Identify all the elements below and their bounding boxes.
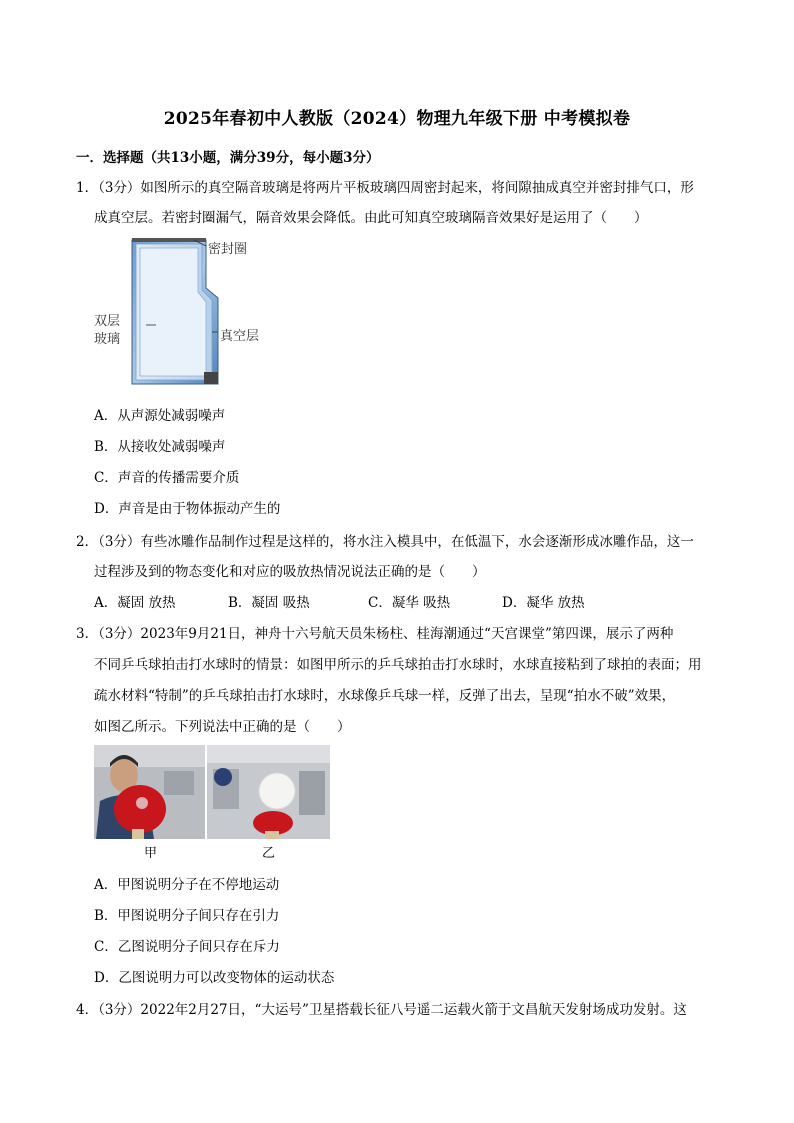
question-1-line-2: 成真空层。若密封圈漏气，隔音效果会降低。由此可知真空玻璃隔音效果好是运用了（ ） xyxy=(94,210,648,226)
question-1-option-c: C．声音的传播需要介质 xyxy=(94,470,240,486)
caption-yi: 乙 xyxy=(262,846,276,861)
question-3-option-c: C．乙图说明分子间只存在斥力 xyxy=(94,939,280,955)
label-double-glass-1: 双层 xyxy=(94,314,121,329)
question-3-line-4: 如图乙所示。下列说法中正确的是（ ） xyxy=(94,719,351,735)
question-2-option-a: A．凝固 放热 xyxy=(94,595,176,611)
question-3-option-b: B．甲图说明分子间只存在引力 xyxy=(94,908,280,924)
question-3-line-1: 3．（3分）2023年9月21日，神舟十六号航天员朱杨柱、桂海潮通过“天宫课堂”第四课，展示了两种 xyxy=(76,626,674,642)
question-3-line-2: 不同乒乓球拍击打水球时的情景：如图甲所示的乒乓球拍击打水球时，水球直接粘到了球拍的表面；用 xyxy=(94,657,702,673)
photo-yi xyxy=(207,745,330,839)
caption-jia: 甲 xyxy=(144,846,158,861)
question-2-option-d: D．凝华 放热 xyxy=(502,595,585,611)
question-2-line-1: 2．（3分）有些冰雕作品制作过程是这样的，将水注入模具中，在低温下，水会逐渐形成冰雕作品，这一 xyxy=(76,534,694,550)
space-class-photos xyxy=(94,745,330,860)
page-title: 2025年春初中人教版（2024）物理九年级下册 中考模拟卷 xyxy=(163,109,631,129)
label-double-glass-2: 玻璃 xyxy=(94,332,121,347)
photo-jia xyxy=(94,745,205,839)
label-vacuum-layer: 真空层 xyxy=(220,329,260,344)
question-2-line-2: 过程涉及到的物态变化和对应的吸放热情况说法正确的是（ ） xyxy=(94,564,486,580)
question-1-line-1: 1．（3分）如图所示的真空隔音玻璃是将两片平板玻璃四周密封起来，将间隙抽成真空并密封排气口，形 xyxy=(76,180,694,196)
question-3-line-3: 疏水材料“特制”的乒乓球拍击打水球时，水球像乒乓球一样，反弹了出去，呈现“拍水不破”效果， xyxy=(94,688,676,704)
question-1-option-d: D．声音是由于物体振动产生的 xyxy=(94,501,281,517)
vacuum-glass-figure xyxy=(94,232,269,390)
question-3-option-a: A．甲图说明分子在不停地运动 xyxy=(94,877,280,893)
label-seal-ring: 密封圈 xyxy=(208,242,248,257)
question-2-option-b: B．凝固 吸热 xyxy=(228,595,310,611)
question-2-option-c: C．凝华 吸热 xyxy=(368,595,451,611)
question-3-option-d: D．乙图说明力可以改变物体的运动状态 xyxy=(94,970,335,986)
question-1-option-b: B．从接收处减弱噪声 xyxy=(94,439,226,455)
section-heading: 一．选择题（共13小题，满分39分，每小题3分） xyxy=(76,150,380,166)
question-1-option-a: A．从声源处减弱噪声 xyxy=(94,408,226,424)
question-4-line-1: 4．（3分）2022年2月27日，“大运号”卫星搭载长征八号遥二运载火箭于文昌航天发射场成功发射。这 xyxy=(76,1002,687,1018)
